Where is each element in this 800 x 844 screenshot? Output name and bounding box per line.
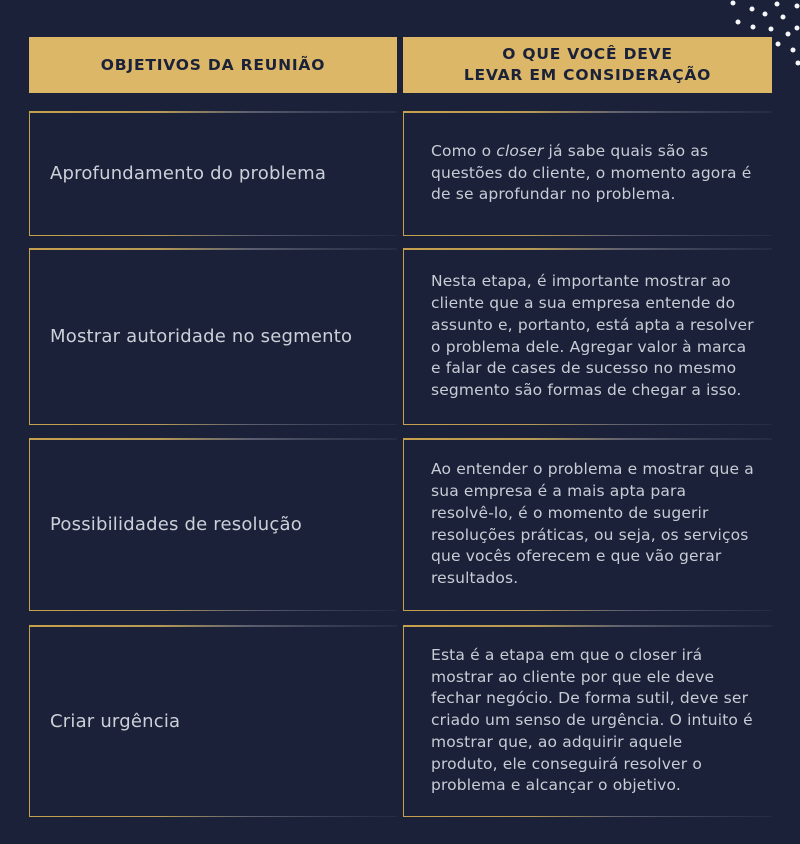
header-objectives-label: OBJETIVOS DA REUNIÃO <box>100 55 326 74</box>
table-header-row <box>29 37 772 93</box>
objective-label: Possibilidades de resolução <box>50 514 302 535</box>
objective-label: Aprofundamento do problema <box>50 163 327 184</box>
table <box>29 37 772 817</box>
table-row <box>29 438 772 611</box>
consideration-cell <box>403 248 772 425</box>
objective-cell <box>29 248 397 425</box>
header-considerations-line2: LEVAR EM CONSIDERAÇÃO <box>463 66 712 84</box>
objective-cell <box>29 438 397 611</box>
objective-cell <box>29 111 397 236</box>
table-row <box>29 111 772 236</box>
objective-label: Criar urgência <box>50 710 181 732</box>
table-row <box>29 625 772 817</box>
consideration-text: Nesta etapa, é importante mostrar ao cliente que a sua empresa entende do assunto e, portanto, está apta a resolver o problema dele. Agregar valor à marca e falar de cases de sucesso no mesmo segmento são formas de chegar a isso. <box>431 272 754 399</box>
table-row <box>29 248 772 425</box>
header-considerations-line1: O QUE VOCÊ DEVE <box>502 45 673 64</box>
objective-label: Mostrar autoridade no segmento <box>50 326 353 347</box>
consideration-text: Esta é a etapa em que o closer irá mostrar ao cliente por que ele deve fechar negócio. De forma sutil, deve ser criado um senso de urgência. O intuito é mostrar que, ao adquirir aquele produto, ele conseguirá resolver o problema e alcançar o objetivo. <box>431 646 753 795</box>
header-objectives <box>29 37 397 93</box>
objective-cell <box>29 625 397 817</box>
consideration-cell <box>403 625 772 817</box>
consideration-cell <box>403 111 772 236</box>
consideration-cell <box>403 438 772 611</box>
consideration-text: Como o closer já sabe quais são as questões do cliente, o momento agora é de se aprofundar no problema. <box>431 141 752 204</box>
header-considerations <box>403 37 772 93</box>
consideration-text: Ao entender o problema e mostrar que a sua empresa é a mais apta para resolvê-lo, é o momento de sugerir resoluções práticas, ou seja, os serviços que vocês oferecem e que vão gerar resultados. <box>431 460 754 587</box>
